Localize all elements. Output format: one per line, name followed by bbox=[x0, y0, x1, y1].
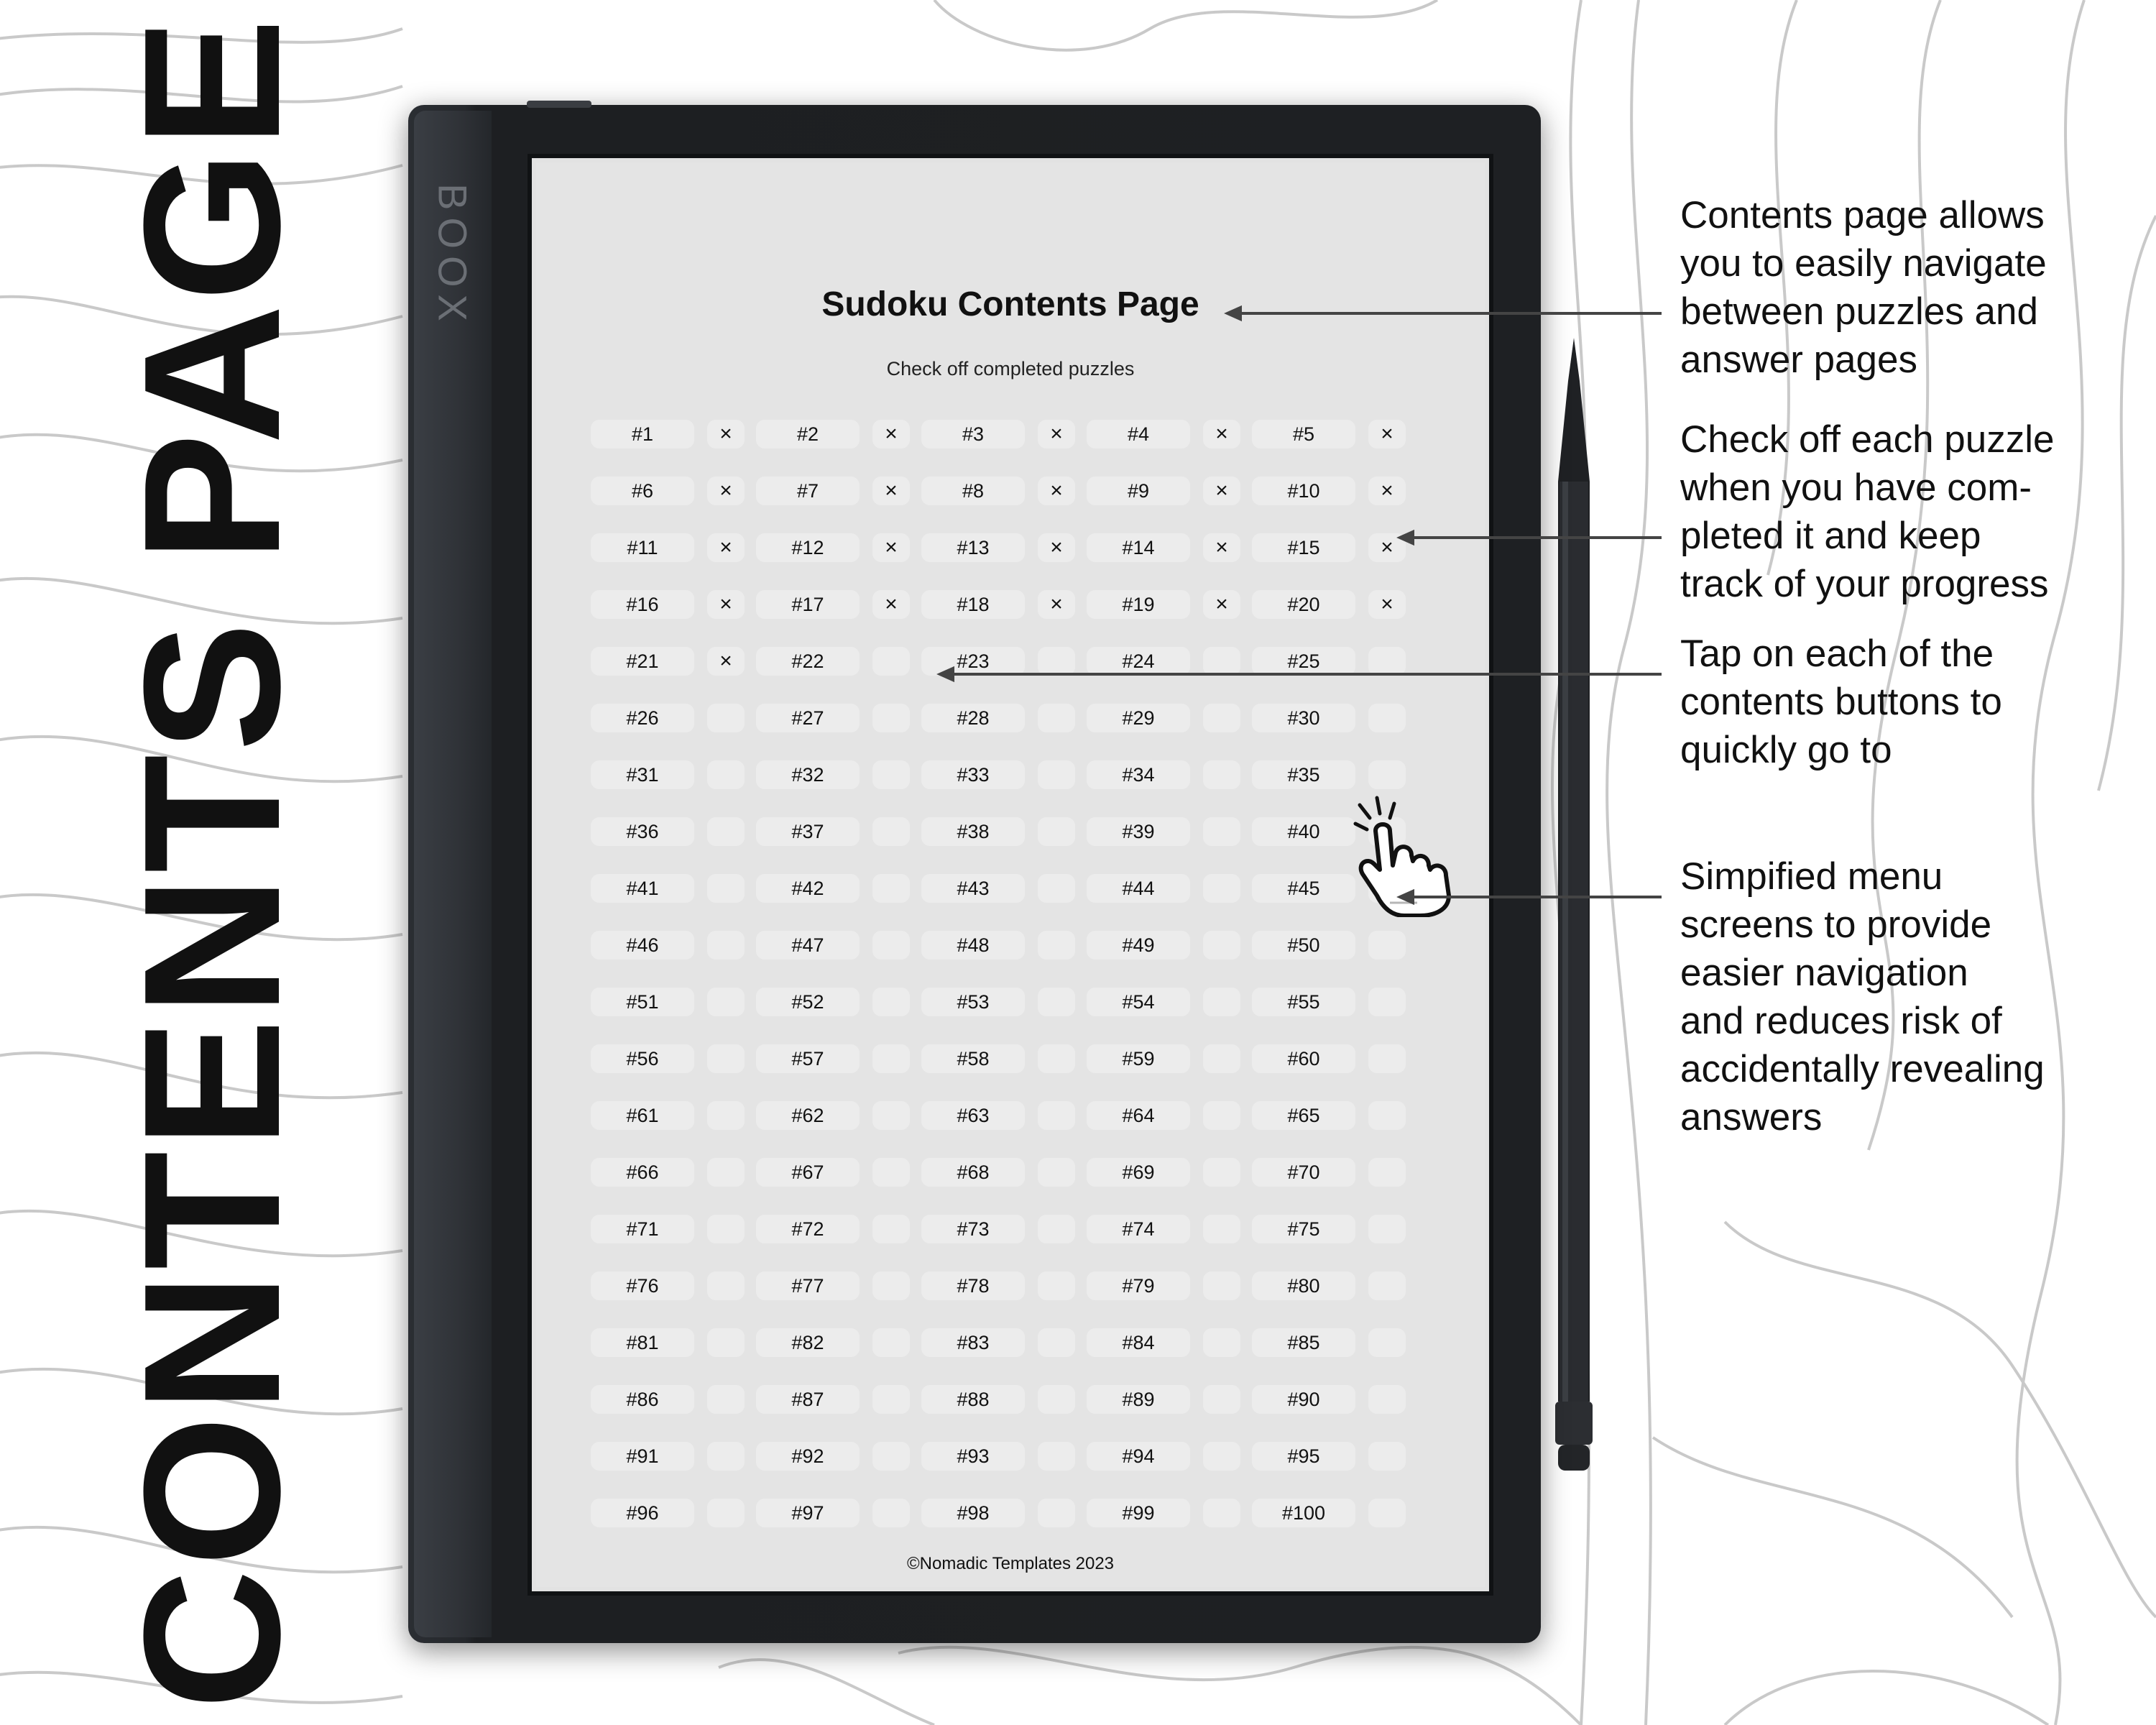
annotation-simplified-menu: Simpified menu screens to provide easier navigation and reduces risk of accidentally revealing answers bbox=[1680, 855, 2045, 1138]
puzzle-checkbox[interactable]: × bbox=[1368, 590, 1406, 619]
puzzle-button[interactable]: #15 bbox=[1252, 533, 1355, 562]
puzzle-checkbox[interactable] bbox=[707, 1442, 745, 1471]
puzzle-button[interactable]: #1 bbox=[591, 420, 694, 448]
puzzle-button[interactable]: #96 bbox=[591, 1499, 694, 1527]
puzzle-button[interactable]: #92 bbox=[756, 1442, 860, 1471]
puzzle-checkbox[interactable]: × bbox=[872, 420, 910, 448]
puzzle-checkbox[interactable] bbox=[872, 704, 910, 732]
puzzle-checkbox[interactable] bbox=[872, 760, 910, 789]
puzzle-button[interactable]: #4 bbox=[1087, 420, 1190, 448]
puzzle-checkbox[interactable] bbox=[872, 647, 910, 676]
puzzle-button[interactable]: #48 bbox=[921, 931, 1025, 960]
puzzle-checkbox[interactable] bbox=[707, 1499, 745, 1527]
puzzle-button[interactable]: #31 bbox=[591, 760, 694, 789]
page-title: Sudoku Contents Page bbox=[821, 285, 1199, 323]
puzzle-button[interactable]: #82 bbox=[756, 1328, 860, 1357]
puzzle-checkbox[interactable]: × bbox=[707, 477, 745, 505]
puzzle-button[interactable]: #86 bbox=[591, 1385, 694, 1414]
puzzle-checkbox[interactable] bbox=[1038, 1271, 1075, 1300]
puzzle-checkbox[interactable] bbox=[872, 1215, 910, 1243]
page-subtitle: Check off completed puzzles bbox=[886, 358, 1135, 380]
puzzle-button[interactable]: #21 bbox=[591, 647, 694, 676]
puzzle-button[interactable]: #19 bbox=[1087, 590, 1190, 619]
puzzle-button[interactable]: #20 bbox=[1252, 590, 1355, 619]
puzzle-checkbox[interactable] bbox=[872, 1158, 910, 1187]
puzzle-checkbox[interactable] bbox=[1368, 1385, 1406, 1414]
puzzle-button[interactable]: #5 bbox=[1252, 420, 1355, 448]
puzzle-button[interactable]: #22 bbox=[756, 647, 860, 676]
puzzle-button[interactable]: #74 bbox=[1087, 1215, 1190, 1243]
stylus-pen bbox=[1538, 338, 1610, 1473]
puzzle-button[interactable]: #23 bbox=[921, 647, 1025, 676]
puzzle-button[interactable]: #98 bbox=[921, 1499, 1025, 1527]
puzzle-button[interactable]: #18 bbox=[921, 590, 1025, 619]
puzzle-button[interactable]: #51 bbox=[591, 988, 694, 1016]
puzzle-checkbox[interactable] bbox=[1038, 647, 1075, 676]
puzzle-button[interactable]: #34 bbox=[1087, 760, 1190, 789]
annotation-tap-buttons: Tap on each of the contents buttons to quickly go to bbox=[1680, 632, 2002, 771]
puzzle-button[interactable]: #76 bbox=[591, 1271, 694, 1300]
puzzle-button[interactable]: #38 bbox=[921, 817, 1025, 846]
puzzle-checkbox[interactable]: × bbox=[707, 647, 745, 676]
puzzle-checkbox[interactable] bbox=[1038, 760, 1075, 789]
puzzle-button[interactable]: #56 bbox=[591, 1044, 694, 1073]
page-footer: ©Nomadic Templates 2023 bbox=[906, 1554, 1115, 1573]
puzzle-checkbox[interactable] bbox=[1368, 1442, 1406, 1471]
device-brand: BOOX bbox=[430, 183, 476, 328]
puzzle-checkbox[interactable] bbox=[872, 1499, 910, 1527]
puzzle-button[interactable]: #44 bbox=[1087, 874, 1190, 903]
puzzle-checkbox[interactable] bbox=[1368, 647, 1406, 676]
puzzle-button[interactable]: #45 bbox=[1252, 874, 1355, 903]
puzzle-checkbox[interactable] bbox=[1203, 1442, 1240, 1471]
puzzle-button[interactable]: #32 bbox=[756, 760, 860, 789]
puzzle-checkbox[interactable] bbox=[707, 874, 745, 903]
pointing-hand-icon bbox=[1348, 795, 1463, 917]
puzzle-checkbox[interactable] bbox=[1038, 704, 1075, 732]
puzzle-checkbox[interactable] bbox=[1038, 1215, 1075, 1243]
puzzle-button[interactable]: #24 bbox=[1087, 647, 1190, 676]
puzzle-button[interactable]: #50 bbox=[1252, 931, 1355, 960]
puzzle-button[interactable]: #70 bbox=[1252, 1158, 1355, 1187]
puzzle-button[interactable]: #84 bbox=[1087, 1328, 1190, 1357]
puzzle-checkbox[interactable] bbox=[1203, 817, 1240, 846]
puzzle-button[interactable]: #8 bbox=[921, 477, 1025, 505]
puzzle-button[interactable]: #95 bbox=[1252, 1442, 1355, 1471]
puzzle-checkbox[interactable] bbox=[1038, 1499, 1075, 1527]
puzzle-button[interactable]: #72 bbox=[756, 1215, 860, 1243]
puzzle-checkbox[interactable] bbox=[707, 1215, 745, 1243]
puzzle-button[interactable]: #60 bbox=[1252, 1044, 1355, 1073]
puzzle-checkbox[interactable] bbox=[872, 1442, 910, 1471]
puzzle-checkbox[interactable] bbox=[1368, 760, 1406, 789]
puzzle-checkbox[interactable] bbox=[1203, 1158, 1240, 1187]
puzzle-button[interactable]: #28 bbox=[921, 704, 1025, 732]
puzzle-button[interactable]: #79 bbox=[1087, 1271, 1190, 1300]
puzzle-button[interactable]: #90 bbox=[1252, 1385, 1355, 1414]
puzzle-checkbox[interactable] bbox=[1203, 704, 1240, 732]
puzzle-checkbox[interactable] bbox=[1038, 874, 1075, 903]
puzzle-checkbox[interactable]: × bbox=[1203, 477, 1240, 505]
puzzle-checkbox[interactable] bbox=[1203, 760, 1240, 789]
puzzle-button[interactable]: #78 bbox=[921, 1271, 1025, 1300]
device-spine bbox=[414, 111, 492, 1637]
puzzle-button[interactable]: #71 bbox=[591, 1215, 694, 1243]
puzzle-button[interactable]: #52 bbox=[756, 988, 860, 1016]
puzzle-checkbox[interactable] bbox=[1038, 1328, 1075, 1357]
puzzle-checkbox[interactable] bbox=[1368, 1101, 1406, 1130]
puzzle-button[interactable]: #75 bbox=[1252, 1215, 1355, 1243]
puzzle-button[interactable]: #57 bbox=[756, 1044, 860, 1073]
puzzle-checkbox[interactable]: × bbox=[872, 533, 910, 562]
puzzle-checkbox[interactable]: × bbox=[1368, 477, 1406, 505]
puzzle-button[interactable]: #94 bbox=[1087, 1442, 1190, 1471]
puzzle-checkbox[interactable] bbox=[707, 1385, 745, 1414]
puzzle-checkbox[interactable] bbox=[1203, 1271, 1240, 1300]
puzzle-checkbox[interactable] bbox=[1038, 1385, 1075, 1414]
puzzle-button[interactable]: #93 bbox=[921, 1442, 1025, 1471]
puzzle-button[interactable]: #37 bbox=[756, 817, 860, 846]
puzzle-checkbox[interactable] bbox=[707, 1101, 745, 1130]
puzzle-checkbox[interactable] bbox=[1203, 1385, 1240, 1414]
puzzle-checkbox[interactable] bbox=[1368, 1328, 1406, 1357]
puzzle-checkbox[interactable] bbox=[872, 931, 910, 960]
puzzle-checkbox[interactable]: × bbox=[1203, 420, 1240, 448]
puzzle-checkbox[interactable]: × bbox=[1038, 420, 1075, 448]
puzzle-checkbox[interactable]: × bbox=[1203, 533, 1240, 562]
puzzle-button[interactable]: #68 bbox=[921, 1158, 1025, 1187]
puzzle-button[interactable]: #13 bbox=[921, 533, 1025, 562]
puzzle-checkbox[interactable] bbox=[707, 760, 745, 789]
puzzle-checkbox[interactable] bbox=[707, 1271, 745, 1300]
puzzle-button[interactable]: #40 bbox=[1252, 817, 1355, 846]
puzzle-checkbox[interactable] bbox=[1203, 1044, 1240, 1073]
puzzle-checkbox[interactable]: × bbox=[707, 533, 745, 562]
puzzle-button[interactable]: #42 bbox=[756, 874, 860, 903]
puzzle-button[interactable]: #73 bbox=[921, 1215, 1025, 1243]
puzzle-checkbox[interactable] bbox=[1368, 1044, 1406, 1073]
puzzle-button[interactable]: #43 bbox=[921, 874, 1025, 903]
puzzle-button[interactable]: #69 bbox=[1087, 1158, 1190, 1187]
puzzle-checkbox[interactable] bbox=[1368, 1215, 1406, 1243]
puzzle-checkbox[interactable] bbox=[1038, 1101, 1075, 1130]
puzzle-button[interactable]: #10 bbox=[1252, 477, 1355, 505]
puzzle-button[interactable]: #59 bbox=[1087, 1044, 1190, 1073]
puzzle-checkbox[interactable] bbox=[707, 1158, 745, 1187]
puzzle-checkbox[interactable] bbox=[872, 1328, 910, 1357]
puzzle-button[interactable]: #53 bbox=[921, 988, 1025, 1016]
puzzle-button[interactable]: #63 bbox=[921, 1101, 1025, 1130]
puzzle-checkbox[interactable]: × bbox=[707, 590, 745, 619]
puzzle-checkbox[interactable] bbox=[1038, 1044, 1075, 1073]
puzzle-button[interactable]: #29 bbox=[1087, 704, 1190, 732]
puzzle-button[interactable]: #36 bbox=[591, 817, 694, 846]
annotation-navigate: Contents page allows you to easily navigate between puzzles and answer pages bbox=[1680, 194, 2047, 381]
puzzle-checkbox[interactable]: × bbox=[1038, 590, 1075, 619]
puzzle-button[interactable]: #77 bbox=[756, 1271, 860, 1300]
puzzle-checkbox[interactable] bbox=[1368, 988, 1406, 1016]
puzzle-checkbox[interactable] bbox=[1368, 704, 1406, 732]
puzzle-checkbox[interactable] bbox=[1203, 1101, 1240, 1130]
puzzle-checkbox[interactable] bbox=[872, 988, 910, 1016]
puzzle-checkbox[interactable] bbox=[1203, 647, 1240, 676]
puzzle-button[interactable]: #30 bbox=[1252, 704, 1355, 732]
puzzle-button[interactable]: #97 bbox=[756, 1499, 860, 1527]
puzzle-button[interactable]: #6 bbox=[591, 477, 694, 505]
puzzle-checkbox[interactable] bbox=[1203, 1499, 1240, 1527]
puzzle-checkbox[interactable]: × bbox=[1368, 420, 1406, 448]
puzzle-button[interactable]: #83 bbox=[921, 1328, 1025, 1357]
puzzle-checkbox[interactable] bbox=[707, 1044, 745, 1073]
puzzle-button[interactable]: #26 bbox=[591, 704, 694, 732]
puzzle-button[interactable]: #66 bbox=[591, 1158, 694, 1187]
puzzle-button[interactable]: #85 bbox=[1252, 1328, 1355, 1357]
puzzle-checkbox[interactable] bbox=[1038, 931, 1075, 960]
puzzle-checkbox[interactable]: × bbox=[1203, 590, 1240, 619]
puzzle-checkbox[interactable] bbox=[1038, 1158, 1075, 1187]
puzzle-button[interactable]: #27 bbox=[756, 704, 860, 732]
puzzle-checkbox[interactable] bbox=[1203, 931, 1240, 960]
puzzle-button[interactable]: #12 bbox=[756, 533, 860, 562]
puzzle-button[interactable]: #14 bbox=[1087, 533, 1190, 562]
puzzle-checkbox[interactable] bbox=[1038, 988, 1075, 1016]
puzzle-button[interactable]: #62 bbox=[756, 1101, 860, 1130]
puzzle-checkbox[interactable] bbox=[872, 1271, 910, 1300]
puzzle-checkbox[interactable]: × bbox=[707, 420, 745, 448]
puzzle-button[interactable]: #47 bbox=[756, 931, 860, 960]
puzzle-button[interactable]: #33 bbox=[921, 760, 1025, 789]
puzzle-button[interactable]: #17 bbox=[756, 590, 860, 619]
puzzle-button[interactable]: #91 bbox=[591, 1442, 694, 1471]
puzzle-checkbox[interactable] bbox=[1368, 1499, 1406, 1527]
puzzle-button[interactable]: #100 bbox=[1252, 1499, 1355, 1527]
puzzle-checkbox[interactable] bbox=[1368, 931, 1406, 960]
puzzle-button[interactable]: #64 bbox=[1087, 1101, 1190, 1130]
puzzle-button[interactable]: #3 bbox=[921, 420, 1025, 448]
device-screen bbox=[528, 154, 1493, 1596]
puzzle-button[interactable]: #65 bbox=[1252, 1101, 1355, 1130]
puzzle-button[interactable]: #11 bbox=[591, 533, 694, 562]
puzzle-checkbox[interactable]: × bbox=[872, 590, 910, 619]
puzzle-button[interactable]: #89 bbox=[1087, 1385, 1190, 1414]
puzzle-button[interactable]: #49 bbox=[1087, 931, 1190, 960]
puzzle-checkbox[interactable]: × bbox=[872, 477, 910, 505]
puzzle-checkbox[interactable] bbox=[1368, 1158, 1406, 1187]
puzzle-checkbox[interactable]: × bbox=[1368, 533, 1406, 562]
puzzle-button[interactable]: #39 bbox=[1087, 817, 1190, 846]
puzzle-checkbox[interactable] bbox=[1038, 1442, 1075, 1471]
puzzle-button[interactable]: #58 bbox=[921, 1044, 1025, 1073]
puzzle-checkbox[interactable] bbox=[1368, 1271, 1406, 1300]
puzzle-button[interactable]: #88 bbox=[921, 1385, 1025, 1414]
puzzle-checkbox[interactable]: × bbox=[1038, 477, 1075, 505]
puzzle-button[interactable]: #61 bbox=[591, 1101, 694, 1130]
puzzle-checkbox[interactable] bbox=[707, 817, 745, 846]
puzzle-checkbox[interactable] bbox=[1203, 1328, 1240, 1357]
puzzle-checkbox[interactable] bbox=[872, 1101, 910, 1130]
puzzle-button[interactable]: #35 bbox=[1252, 760, 1355, 789]
puzzle-checkbox[interactable] bbox=[707, 704, 745, 732]
banner-title: CONTENTS PAGE bbox=[104, 15, 321, 1710]
puzzle-checkbox[interactable] bbox=[872, 1385, 910, 1414]
puzzle-button[interactable]: #16 bbox=[591, 590, 694, 619]
puzzle-button[interactable]: #80 bbox=[1252, 1271, 1355, 1300]
puzzle-checkbox[interactable]: × bbox=[1038, 533, 1075, 562]
puzzle-button[interactable]: #55 bbox=[1252, 988, 1355, 1016]
puzzle-button[interactable]: #2 bbox=[756, 420, 860, 448]
puzzle-button[interactable]: #46 bbox=[591, 931, 694, 960]
puzzle-checkbox[interactable] bbox=[872, 817, 910, 846]
power-button[interactable] bbox=[527, 101, 591, 108]
puzzle-checkbox[interactable] bbox=[872, 1044, 910, 1073]
puzzle-button[interactable]: #25 bbox=[1252, 647, 1355, 676]
puzzle-checkbox[interactable] bbox=[1038, 817, 1075, 846]
puzzle-button[interactable]: #99 bbox=[1087, 1499, 1190, 1527]
puzzle-button[interactable]: #87 bbox=[756, 1385, 860, 1414]
puzzle-checkbox[interactable] bbox=[1203, 988, 1240, 1016]
puzzle-checkbox[interactable] bbox=[1203, 1215, 1240, 1243]
puzzle-checkbox[interactable] bbox=[707, 931, 745, 960]
puzzle-button[interactable]: #41 bbox=[591, 874, 694, 903]
puzzle-checkbox[interactable] bbox=[707, 988, 745, 1016]
puzzle-checkbox[interactable] bbox=[1203, 874, 1240, 903]
ereader-device bbox=[408, 105, 1541, 1643]
puzzle-checkbox[interactable] bbox=[872, 874, 910, 903]
puzzle-button[interactable]: #54 bbox=[1087, 988, 1190, 1016]
puzzle-checkbox[interactable] bbox=[707, 1328, 745, 1357]
annotation-check-off: Check off each puzzle when you have com- pleted it and keep track of your progress bbox=[1680, 418, 2055, 605]
puzzle-button[interactable]: #9 bbox=[1087, 477, 1190, 505]
puzzle-button[interactable]: #7 bbox=[756, 477, 860, 505]
puzzle-button[interactable]: #67 bbox=[756, 1158, 860, 1187]
puzzle-button[interactable]: #81 bbox=[591, 1328, 694, 1357]
